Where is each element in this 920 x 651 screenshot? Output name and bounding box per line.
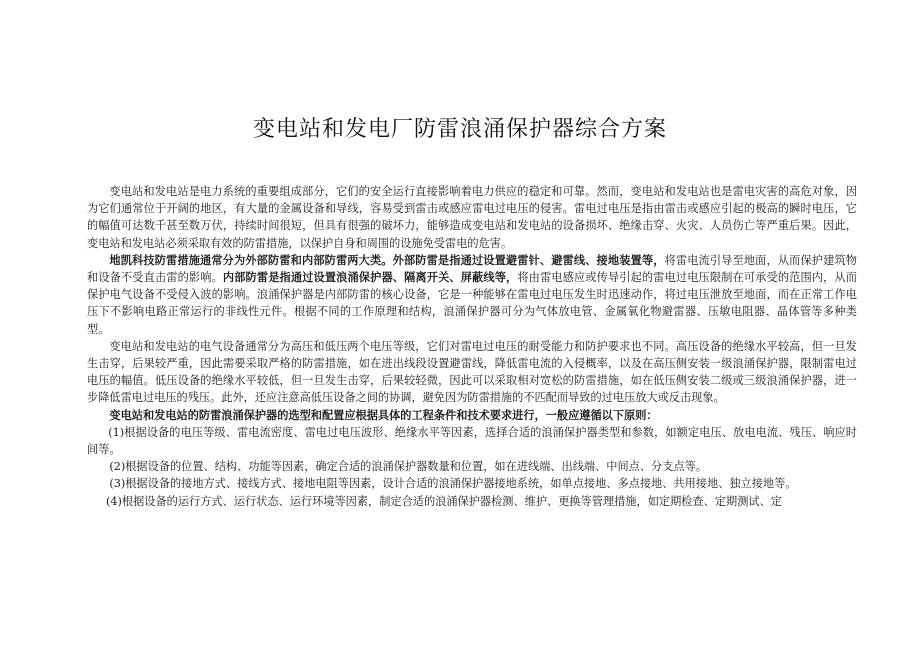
text-internal-protection: 将由雷电感应或传导引起的雷电过电压限制在可承受的范围内，从而保护电气设备不受侵入波的影响。浪涌保护器是内部防雷的核心设备，它是一种能够在雷电过电压发生时迅速动作，将过电压泄放至地面，而在正常工作电压下不影响电路正常运行的非线性元件。根据不同的工作原理和结构，浪涌保护器可分为气体放电管、金属氧化物避雷器、压敏电阻器、晶体管等多种类型。: [87, 271, 857, 336]
list-item-1: (1)根据设备的电压等级、雷电流密度、雷电过电压波形、绝缘水平等因素，选择合适的浪涌保护器类型和参数，如额定电压、放电电流、残压、响应时间等。: [87, 425, 857, 457]
list-item-2: (2)根据设备的位置、结构、功能等因素，确定合适的浪涌保护器数量和位置，如在进线端、出线端、中间点、分支点等。: [109, 460, 707, 474]
document-title: 变电站和发电厂防雷浪涌保护器综合方案: [252, 117, 667, 142]
paragraph-voltage-levels: 变电站和发电站的电气设备通常分为高压和低压两个电压等级，它们对雷电过电压的耐受能力和防护要求也不同。高压设备的绝缘水平较高，但一旦发生击穿，后果较严重，因此需要采取严格的防雷措施，如在进出线段设置避雷线，降低雷电流的入侵概率，以及在高压侧安装一级浪涌保护器，限制雷电过电压的幅值。低压设备的绝缘水平较低，但一旦发生击穿，后果较轻微，因此可以采取相对宽松的防雷措施，如在低压侧安装二级或三级浪涌保护器，进一步降低雷电过电压的残压。此外，还应注意高低压设备之间的协调，避免因为防雷措施的不匹配而导致的过电压放大或反击现象。: [87, 339, 857, 405]
bold-principles-heading: 变电站和发电站的防雷浪涌保护器的选型和配置应根据具体的工程条件和技术要求进行，一般应遵循以下原则：: [109, 407, 658, 422]
list-item-3: (3)根据设备的接地方式、接线方式、接地电阻等因素，设计合适的浪涌保护器接地系统，如单点接地、多点接地、共用接地、独立接地等。: [109, 477, 797, 491]
document-body: [87, 183, 857, 510]
paragraph-intro: 变电站和发电站是电力系统的重要组成部分，它们的安全运行直接影响着电力供应的稳定和可靠。然而，变电站和发电站也是雷电灾害的高危对象，因为它们通常位于开阔的地区，有大量的金属设备和导线，容易受到雷击或感应雷电过电压的侵害。雷电过电压是指由雷击或感应引起的极高的瞬时电压，它的幅值可达数千甚至数万伏，持续时间很短，但具有很强的破坏力，能够造成变电站和发电站的设备损坏、绝缘击穿、火灾、人员伤亡等严重后果。因此，变电站和发电站必须采取有效的防雷措施，以保护自身和周围的设施免受雷电的危害。: [87, 185, 857, 250]
paragraph-lightning-measures: [87, 252, 857, 338]
text-external-protection: 将雷电流引导至地面，从而保护建筑物和设备不受直击雷的影响。: [87, 253, 857, 285]
list-item-4: (4)根据设备的运行方式、运行状态、运行环境等因素，制定合适的浪涌保护器检测、维护、更换等管理措施，如定期检查、定期测试、定: [106, 494, 782, 508]
bold-external-protection: 地凯科技防雷措施通常分为外部防雷和内部防雷两大类。外部防雷是指通过设置避雷针、避雷线、接地装置等，: [109, 252, 665, 267]
bold-internal-protection: 内部防雷是指通过设置浪涌保护器、隔离开关、屏蔽线等，: [222, 270, 518, 285]
paragraph-selection-principles: [87, 407, 857, 424]
